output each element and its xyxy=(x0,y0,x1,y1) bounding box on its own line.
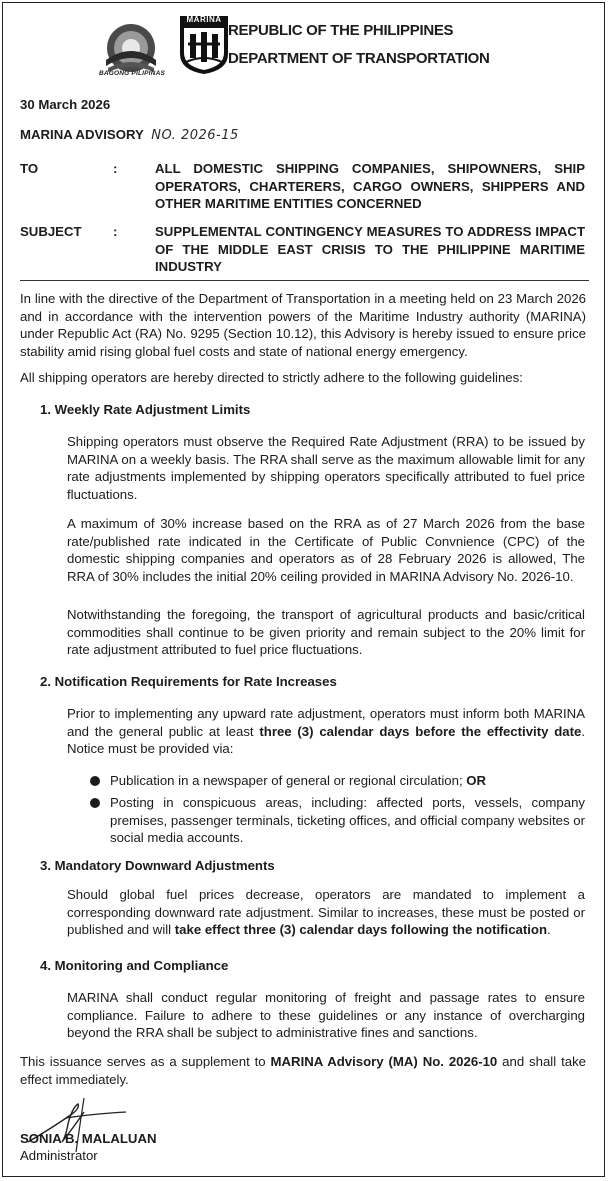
header-republic: REPUBLIC OF THE PHILIPPINES xyxy=(228,22,454,39)
divider-line xyxy=(20,280,589,281)
to-colon: : xyxy=(113,161,118,176)
section-3-heading: 3. Mandatory Downward Adjustments xyxy=(40,858,275,873)
closing-text-bold: MARINA Advisory (MA) No. 2026-10 xyxy=(270,1054,498,1069)
signatory-title: Administrator xyxy=(20,1148,98,1163)
header-department: DEPARTMENT OF TRANSPORTATION xyxy=(228,50,490,67)
subject-label: SUBJECT xyxy=(20,224,82,239)
advisory-number xyxy=(20,126,239,145)
section-2-text-end: . Notice must be provided via: xyxy=(67,723,585,756)
section-2-text-start: Prior to implementing any upward rate adjustment, operators must inform both MARINA and the general public at least xyxy=(67,706,585,739)
section-2-heading: 2. Notification Requirements for Rate Increases xyxy=(40,674,337,689)
section-3-text-bold: take effect three (3) calendar days following the notification xyxy=(174,922,548,937)
bullet-dot-2 xyxy=(90,798,100,808)
logo-caption: BAGONG PILIPINAS xyxy=(98,70,166,77)
seal-label: MARINA xyxy=(186,15,222,24)
section-3-paragraph xyxy=(67,886,585,939)
bullet-dot-1 xyxy=(90,776,100,786)
section-4-paragraph: MARINA shall conduct regular monitoring of freight and passage rates to ensure compliance. Failure to adhere to these guidelines or any instance of overcharging beyond the RRA shall be subject to administrative fines and sanctions. xyxy=(67,990,585,1040)
bullet-1-text: Publication in a newspaper of general or regional circulation; xyxy=(110,773,467,788)
closing-text-start: This issuance serves as a supplement to xyxy=(20,1054,271,1069)
handwritten-number: NO. 2026-15 xyxy=(151,128,239,143)
subject-colon: : xyxy=(113,224,118,239)
subject-text: SUPPLEMENTAL CONTINGENCY MEASURES TO ADDRESS IMPACT OF THE MIDDLE EAST CRISIS TO THE PHILIPPINE MARITIME INDUSTRY xyxy=(155,224,585,274)
section-4-heading: 4. Monitoring and Compliance xyxy=(40,958,229,973)
to-recipients: ALL DOMESTIC SHIPPING COMPANIES, SHIPOWNERS, SHIP OPERATORS, CHARTERERS, CARGO OWNERS, SHIPPERS AND OTHER MARITIME ENTITIES CONCERNED xyxy=(155,161,585,211)
signatory-name: SONIA B. MALALUAN xyxy=(20,1131,157,1146)
section-1-paragraph-3: Notwithstanding the foregoing, the transport of agricultural products and basic/critical commodities shall continue to be given priority and remain subject to the 20% limit for rate adjustment attributed to fuel price fluctuations. xyxy=(67,607,585,657)
document-date: 30 March 2026 xyxy=(20,97,111,112)
section-2-paragraph xyxy=(67,705,585,758)
section-1-heading: 1. Weekly Rate Adjustment Limits xyxy=(40,402,251,417)
marina-seal-logo xyxy=(178,14,230,76)
intro-paragraph: In line with the directive of the Department of Transportation in a meeting held on 23 March 2026 and in accordance with the intervention powers of the Maritime Industry authority (MARINA) under Republic Act (RA) No. 9295 (Section 10.12), this Advisory is hereby issued to ensure price stability amid rising global fuel costs and state of national energy emergency. xyxy=(20,291,586,359)
section-2-text-bold: three (3) calendar days before the effectivity date xyxy=(259,723,582,739)
closing-paragraph xyxy=(20,1053,586,1088)
bullet-1-bold: OR xyxy=(466,773,487,788)
section-3-text-end: . xyxy=(547,922,551,937)
bullet-item-1 xyxy=(110,772,585,790)
advisory-label: MARINA ADVISORY xyxy=(20,127,144,142)
to-label: TO xyxy=(20,161,39,176)
section-1-paragraph-1: Shipping operators must observe the Required Rate Adjustment (RRA) to be issued by MARINA on a weekly basis. The RRA shall serve as the maximum allowable limit for any rate adjustments implemented by shipping operators specifically attributed to fuel price fluctuations. xyxy=(67,434,585,502)
section-3-text-start: Should global fuel prices decrease, operators are mandated to implement a corresponding downward rate adjustment. Similar to increases, these must be posted or published and will xyxy=(67,887,585,937)
bullet-item-2: Posting in conspicuous areas, including: affected ports, vessels, company premises, passenger terminals, ticketing offices, and official company websites or social media accounts. xyxy=(110,795,585,845)
section-1-paragraph-2: A maximum of 30% increase based on the RRA as of 27 March 2026 from the base rate/published rate indicated in the Certificate of Public Convnience (CPC) of the domestic shipping companies and operators as of 28 February 2026 is allowed, The RRA of 30% includes the initial 20% ceiling provided in MARINA Advisory No. 2026-10. xyxy=(67,516,585,584)
closing-text-end: and shall take effect immediately. xyxy=(20,1054,586,1087)
directive-paragraph: All shipping operators are hereby directed to strictly adhere to the following guidelines: xyxy=(20,370,523,385)
